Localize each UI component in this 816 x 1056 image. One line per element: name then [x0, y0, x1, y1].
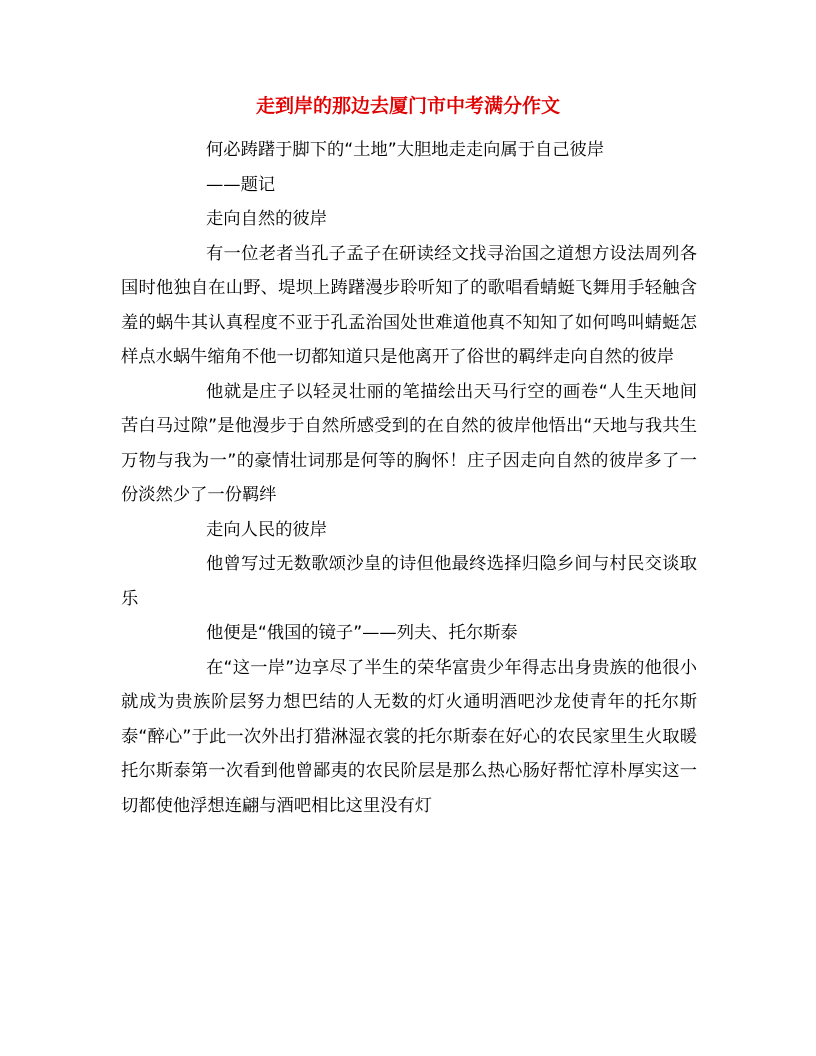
paragraph: 他便是“俄国的镜子”——列夫、托尔斯泰 — [206, 623, 518, 643]
section-heading-people: 走向人民的彼岸 — [206, 519, 327, 540]
section-heading-nature: 走向自然的彼岸 — [206, 209, 327, 229]
paragraph: 有一位老者当孔子孟子在研读经文找寻治国之道想方设法周列各国时他独自在山野、堤坝上踌躇漫步聆听知了的歌唱看蜻蜓飞舞用手轻触含羞的蜗牛其认真程度不亚于孔孟治国处世难道他真不知知了如何鸣叫蜻蜓怎样点水蜗牛缩角不他一切都知道只是他离开了俗世的羁绊走向自然的彼岸 — [121, 243, 697, 367]
paragraph: 在“这一岸”边享尽了半生的荣华富贵少年得志出身贵族的他很小就成为贵族阶层努力想巴结的人无数的灯火通明酒吧沙龙使青年的托尔斯泰“醉心”于此一次外出打猎淋湿衣裳的托尔斯泰在好心的农民家里生火取暖托尔斯泰第一次看到他曾鄙夷的农民阶层是那么热心肠好帮忙淳朴厚实这一切都使他浮想连翩与酒吧相比这里没有灯 — [121, 657, 697, 816]
epigraph-line: 何必踌躇于脚下的“土地”大胆地走走向属于自己彼岸 — [206, 140, 605, 160]
paragraph: 他曾写过无数歌颂沙皇的诗但他最终选择归隐乡间与村民交谈取乐 — [121, 554, 697, 609]
epigraph-attribution: ——题记 — [206, 174, 276, 195]
paragraph: 他就是庄子以轻灵壮丽的笔描绘出天马行空的画卷“人生天地间苦白马过隙”是他漫步于自然所感受到的在自然的彼岸他悟出“天地与我共生万物与我为一”的豪情壮词那是何等的胸怀！庄子因走向自然的彼岸多了一份淡然少了一份羁绊 — [121, 381, 697, 505]
document-title: 走到岸的那边去厦门市中考满分作文 — [255, 95, 560, 117]
document-body — [121, 133, 697, 823]
